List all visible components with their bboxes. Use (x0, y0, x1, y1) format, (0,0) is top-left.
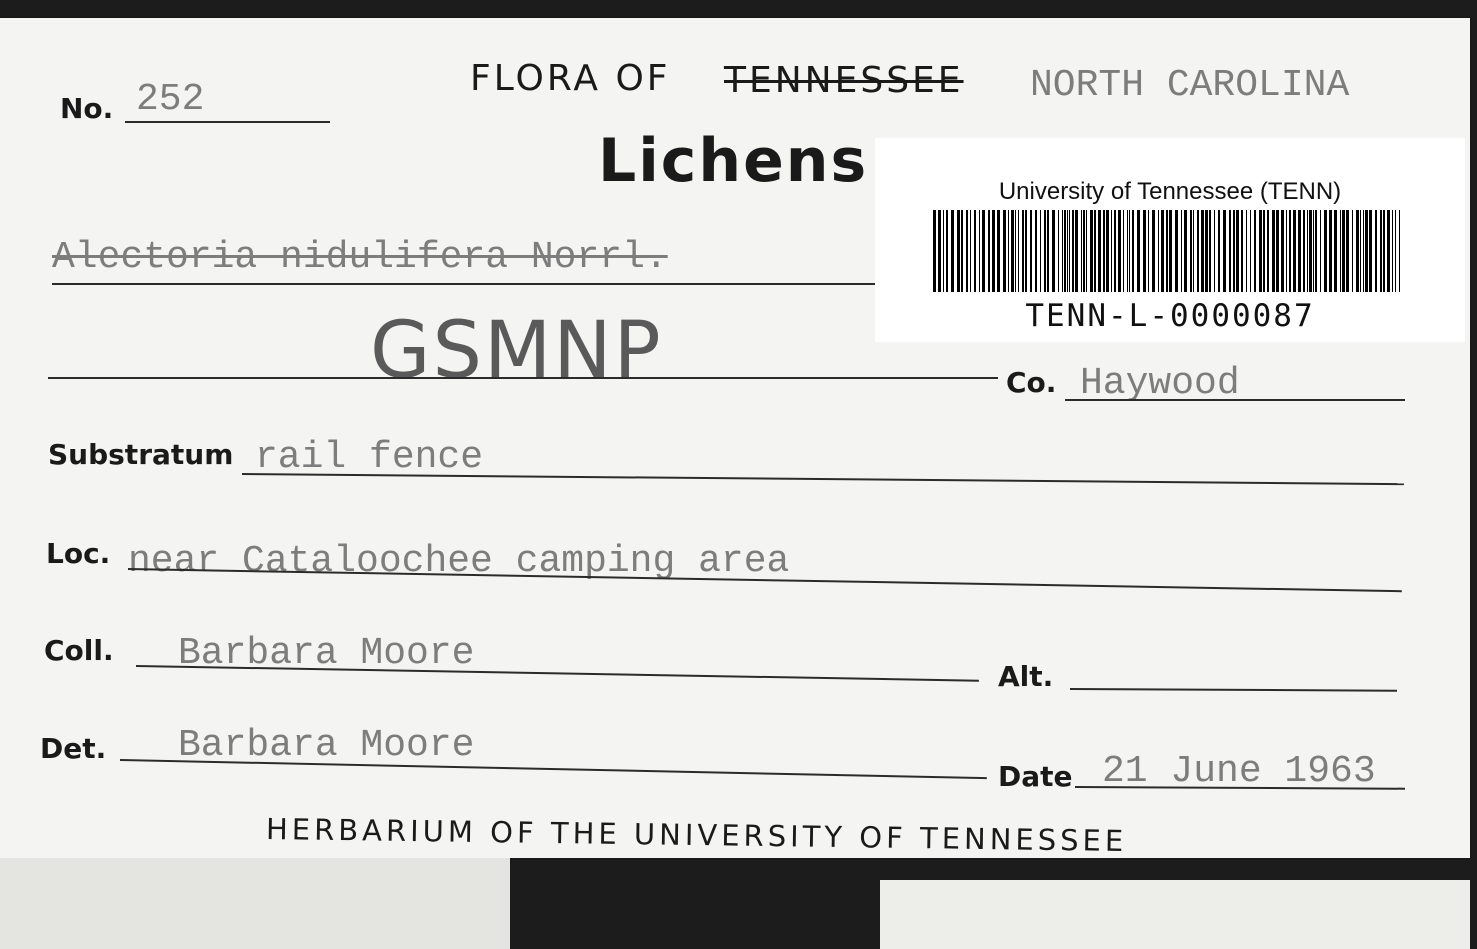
state-struck: TENNESSEE (724, 60, 964, 101)
determiner-value: Barbara Moore (178, 724, 475, 767)
county-line (1065, 399, 1405, 401)
species-name: Alectoria nidulifera Norrl. (52, 236, 668, 279)
mount-strip-left (0, 858, 510, 949)
barcode-catalog-number: TENN-L-0000087 (1025, 298, 1315, 334)
state-typed: NORTH CAROLINA (1030, 64, 1350, 107)
county-value: Haywood (1080, 362, 1240, 405)
determiner-label: Det. (40, 732, 107, 765)
collector-label: Coll. (44, 634, 114, 667)
locality-value: near Cataloochee camping area (128, 540, 790, 583)
number-value: 252 (136, 78, 205, 121)
date-label: Date (998, 760, 1073, 793)
locality-label: Loc. (46, 537, 111, 570)
date-value: 21 June 1963 (1102, 750, 1376, 793)
collector-value: Barbara Moore (178, 632, 475, 675)
county-label: Co. (1006, 366, 1057, 399)
mount-strip-right (880, 880, 1470, 949)
gsmnp-stamp: GSMNP (370, 306, 663, 396)
barcode-label (875, 138, 1465, 342)
altitude-label: Alt. (998, 660, 1054, 693)
region-line (48, 377, 998, 379)
herbarium-footer: HERBARIUM OF THE UNIVERSITY OF TENNESSEE (265, 812, 1128, 859)
number-label: No. (60, 92, 114, 125)
number-line (125, 121, 330, 123)
barcode-institution: University of Tennessee (TENN) (998, 178, 1342, 205)
substratum-value: rail fence (255, 436, 484, 479)
flora-prefix: FLORA OF (470, 58, 671, 99)
substratum-label: Substratum (48, 438, 234, 471)
species-line (52, 283, 875, 285)
barcode-icon (933, 210, 1408, 292)
group-title: Lichens (598, 126, 869, 196)
